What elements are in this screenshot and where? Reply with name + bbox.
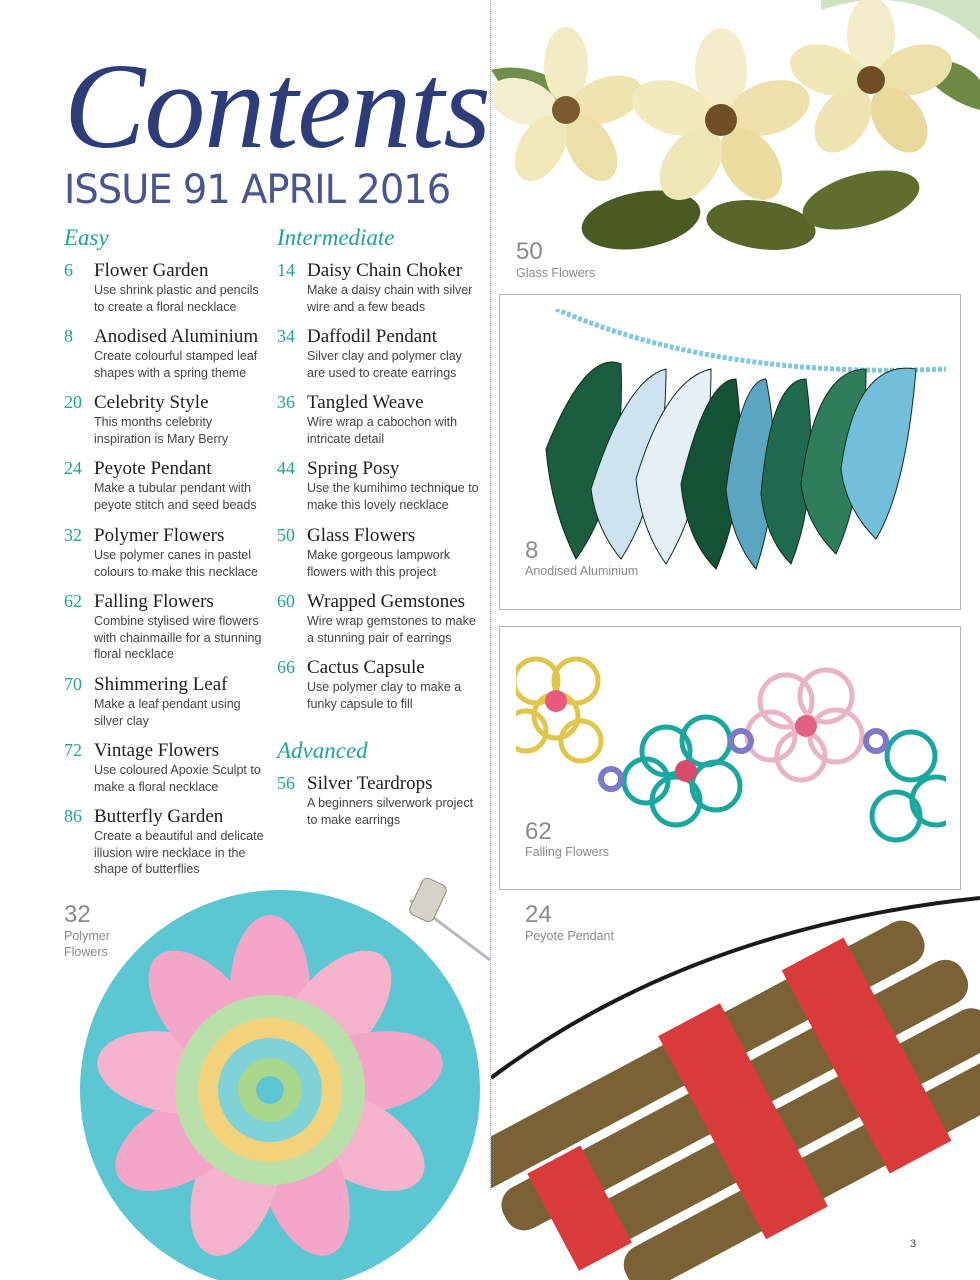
page-title: Contents [64,39,490,174]
item-description: Wire wrap a cabochon with intricate detail [307,415,458,446]
page-number: 3 [910,1238,917,1250]
item-page-number: 66 [277,657,295,677]
item-page-number: 50 [277,525,295,545]
item-page-number: 24 [64,458,82,478]
item-page-number: 72 [64,740,82,760]
item-page-number: 62 [64,591,82,611]
item-description: This months celebrity inspiration is Mary Berry [94,415,229,446]
section-heading-advanced: Advanced [277,738,368,763]
item-page-number: 86 [64,806,82,826]
item-title: Flower Garden [94,260,209,281]
item-title: Falling Flowers [94,591,214,612]
glass-flowers-photo [491,0,980,260]
caption-label: Anodised Aluminium [525,564,639,578]
caption-label: Falling Flowers [525,845,610,859]
item-description: Create a beautiful and delicate illusion wire necklace in the shape of butterflies [94,829,264,876]
item-page-number: 60 [277,591,295,611]
item-title: Peyote Pendant [94,458,212,479]
item-title: Wrapped Gemstones [307,591,466,612]
item-page-number: 36 [277,392,295,412]
item-description: Use polymer canes in pastel colours to make this necklace [94,548,258,579]
peyote-pendant-photo [491,888,980,1280]
item-description: Make gorgeous lampwork flowers with this project [307,548,451,579]
item-description: Use the kumihimo technique to make this lovely necklace [307,481,479,512]
item-description: Use polymer clay to make a funky capsule to fill [307,680,462,711]
item-title: Butterfly Garden [94,806,224,827]
item-page-number: 56 [277,773,295,793]
item-title: Spring Posy [307,458,400,479]
item-title: Silver Teardrops [307,773,433,794]
issue-line: ISSUE 91 APRIL 2016 [64,167,451,213]
item-title: Anodised Aluminium [94,326,259,347]
item-page-number: 34 [277,326,295,346]
item-title: Daffodil Pendant [307,326,437,347]
item-description: Use coloured Apoxie Sculpt to make a floral necklace [94,763,261,794]
caption-page-number: 50 [516,238,543,265]
section-heading-intermediate: Intermediate [277,225,395,250]
item-title: Shimmering Leaf [94,674,228,695]
item-title: Glass Flowers [307,525,416,546]
anodised-aluminium-photo [516,309,946,595]
caption-label: Peyote Pendant [525,929,614,943]
item-title: Tangled Weave [307,392,424,413]
item-description: Silver clay and polymer clay are used to create earrings [307,349,462,380]
caption-page-number: 24 [525,901,552,928]
item-title: Vintage Flowers [94,740,219,761]
polymer-flowers-photo [80,860,490,1280]
caption-page-number: 32 [64,901,91,928]
caption-page-number: 8 [525,537,539,564]
item-description: A beginners silverwork project to make earrings [307,796,474,827]
item-page-number: 20 [64,392,82,412]
item-title: Daisy Chain Choker [307,260,463,281]
caption-label: Polymer Flowers [64,929,110,959]
item-description: Create colourful stamped leaf shapes with a spring theme [94,349,258,380]
item-description: Use shrink plastic and pencils to create a floral necklace [94,283,259,314]
item-page-number: 14 [277,260,295,280]
item-title: Cactus Capsule [307,657,425,678]
section-heading-easy: Easy [64,225,109,250]
item-page-number: 8 [64,326,73,346]
item-title: Polymer Flowers [94,525,225,546]
item-page-number: 6 [64,260,73,280]
item-page-number: 44 [277,458,295,478]
item-description: Combine stylised wire flowers with chainmaille for a stunning floral necklace [94,614,262,661]
caption-page-number: 62 [525,818,552,845]
item-description: Wire wrap gemstones to make a stunning pair of earrings [307,614,476,645]
item-description: Make a daisy chain with silver wire and a few beads [307,283,473,314]
caption-label: Glass Flowers [516,266,596,280]
item-title: Celebrity Style [94,392,209,413]
item-description: Make a leaf pendant using silver clay [94,697,241,728]
item-page-number: 32 [64,525,82,545]
item-page-number: 70 [64,674,82,694]
falling-flowers-photo [516,641,946,875]
item-description: Make a tubular pendant with peyote stitch and seed beads [94,481,257,512]
